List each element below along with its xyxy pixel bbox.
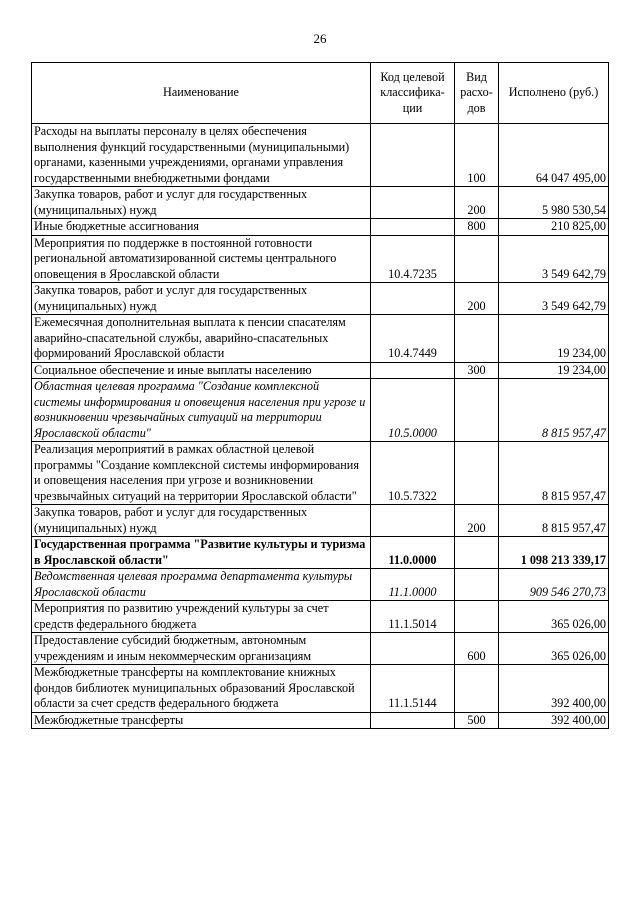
table-row [32,187,609,219]
table-row [32,601,609,633]
table-row [32,219,609,236]
cell-name: Предоставление субсидий бюджетным, автономным учреждениям и иным некоммерческим организациям [32,633,371,665]
cell-code: 10.4.7449 [371,315,455,363]
table-row [32,665,609,713]
cell-type [455,601,499,633]
cell-name: Государственная программа "Развитие культуры и туризма в Ярославской области" [32,537,371,569]
cell-name: Межбюджетные трансферты [32,712,371,729]
table-row [32,379,609,442]
cell-sum: 19 234,00 [499,315,609,363]
header-code: Код целевой классифика-ции [371,63,455,124]
table-row [32,124,609,187]
cell-name: Ведомственная целевая программа департамента культуры Ярославской области [32,569,371,601]
cell-code [371,187,455,219]
cell-name: Закупка товаров, работ и услуг для государственных (муниципальных) нужд [32,187,371,219]
cell-code [371,124,455,187]
cell-type: 500 [455,712,499,729]
header-name: Наименование [32,63,371,124]
page-number: 26 [313,31,327,46]
cell-type [455,537,499,569]
cell-name: Закупка товаров, работ и услуг для государственных (муниципальных) нужд [32,505,371,537]
cell-code: 10.4.7235 [371,235,455,283]
budget-execution-table [31,62,609,729]
cell-name: Иные бюджетные ассигнования [32,219,371,236]
cell-code: 11.1.5014 [371,601,455,633]
cell-code [371,712,455,729]
cell-sum: 5 980 530,54 [499,187,609,219]
cell-sum: 8 815 957,47 [499,379,609,442]
table-row [32,537,609,569]
cell-name: Ежемесячная дополнительная выплата к пенсии спасателям аварийно-спасательной службы, аварийно-спасательных формирований Ярославской области [32,315,371,363]
cell-sum: 392 400,00 [499,665,609,713]
table-row [32,569,609,601]
cell-type [455,235,499,283]
cell-type: 800 [455,219,499,236]
cell-type: 100 [455,124,499,187]
cell-type: 200 [455,187,499,219]
cell-sum: 8 815 957,47 [499,505,609,537]
cell-name: Межбюджетные трансферты на комплектование книжных фондов библиотек муниципальных образований Ярославской области за счет средств федерального бюджета [32,665,371,713]
cell-code [371,362,455,379]
header-type: Вид расхо-дов [455,63,499,124]
cell-code [371,505,455,537]
cell-sum: 392 400,00 [499,712,609,729]
header-sum: Исполнено (руб.) [499,63,609,124]
cell-sum: 365 026,00 [499,601,609,633]
cell-code: 10.5.7322 [371,442,455,505]
cell-sum: 210 825,00 [499,219,609,236]
cell-name: Закупка товаров, работ и услуг для государственных (муниципальных) нужд [32,283,371,315]
cell-code: 11.0.0000 [371,537,455,569]
cell-name: Реализация мероприятий в рамках областной целевой программы "Создание комплексной системы информирования и оповещения населения при угрозе и возникновении чрезвычайных ситуаций на территории Ярославской области" [32,442,371,505]
cell-code: 11.1.0000 [371,569,455,601]
cell-name: Областная целевая программа "Создание комплексной системы информирования и оповещения населения при угрозе и возникновении чрезвычайных ситуаций на территории Ярославской области" [32,379,371,442]
cell-code [371,633,455,665]
table-row [32,633,609,665]
cell-type: 200 [455,505,499,537]
cell-code [371,219,455,236]
cell-type: 300 [455,362,499,379]
table-row [32,315,609,363]
table-header-row [32,63,609,124]
cell-sum: 3 549 642,79 [499,283,609,315]
table-row [32,283,609,315]
cell-type [455,569,499,601]
cell-sum: 64 047 495,00 [499,124,609,187]
table-row [32,235,609,283]
cell-name: Мероприятия по развитию учреждений культуры за счет средств федерального бюджета [32,601,371,633]
table-row [32,505,609,537]
cell-sum: 1 098 213 339,17 [499,537,609,569]
cell-sum: 909 546 270,73 [499,569,609,601]
cell-type: 600 [455,633,499,665]
cell-type [455,442,499,505]
cell-name: Мероприятия по поддержке в постоянной готовности региональной автоматизированной системы центрального оповещения в Ярославской области [32,235,371,283]
cell-sum: 19 234,00 [499,362,609,379]
cell-type [455,379,499,442]
cell-sum: 8 815 957,47 [499,442,609,505]
cell-sum: 365 026,00 [499,633,609,665]
table-row [32,442,609,505]
table-body [32,124,609,729]
cell-code: 11.1.5144 [371,665,455,713]
cell-sum: 3 549 642,79 [499,235,609,283]
cell-name: Расходы на выплаты персоналу в целях обеспечения выполнения функций государственными (муниципальными) органами, казенными учреждениями, органами управления государственными внебюджетными фондами [32,124,371,187]
table-row [32,712,609,729]
cell-type [455,665,499,713]
cell-type: 200 [455,283,499,315]
cell-name: Социальное обеспечение и иные выплаты населению [32,362,371,379]
cell-type [455,315,499,363]
table-row [32,362,609,379]
cell-code: 10.5.0000 [371,379,455,442]
cell-code [371,283,455,315]
